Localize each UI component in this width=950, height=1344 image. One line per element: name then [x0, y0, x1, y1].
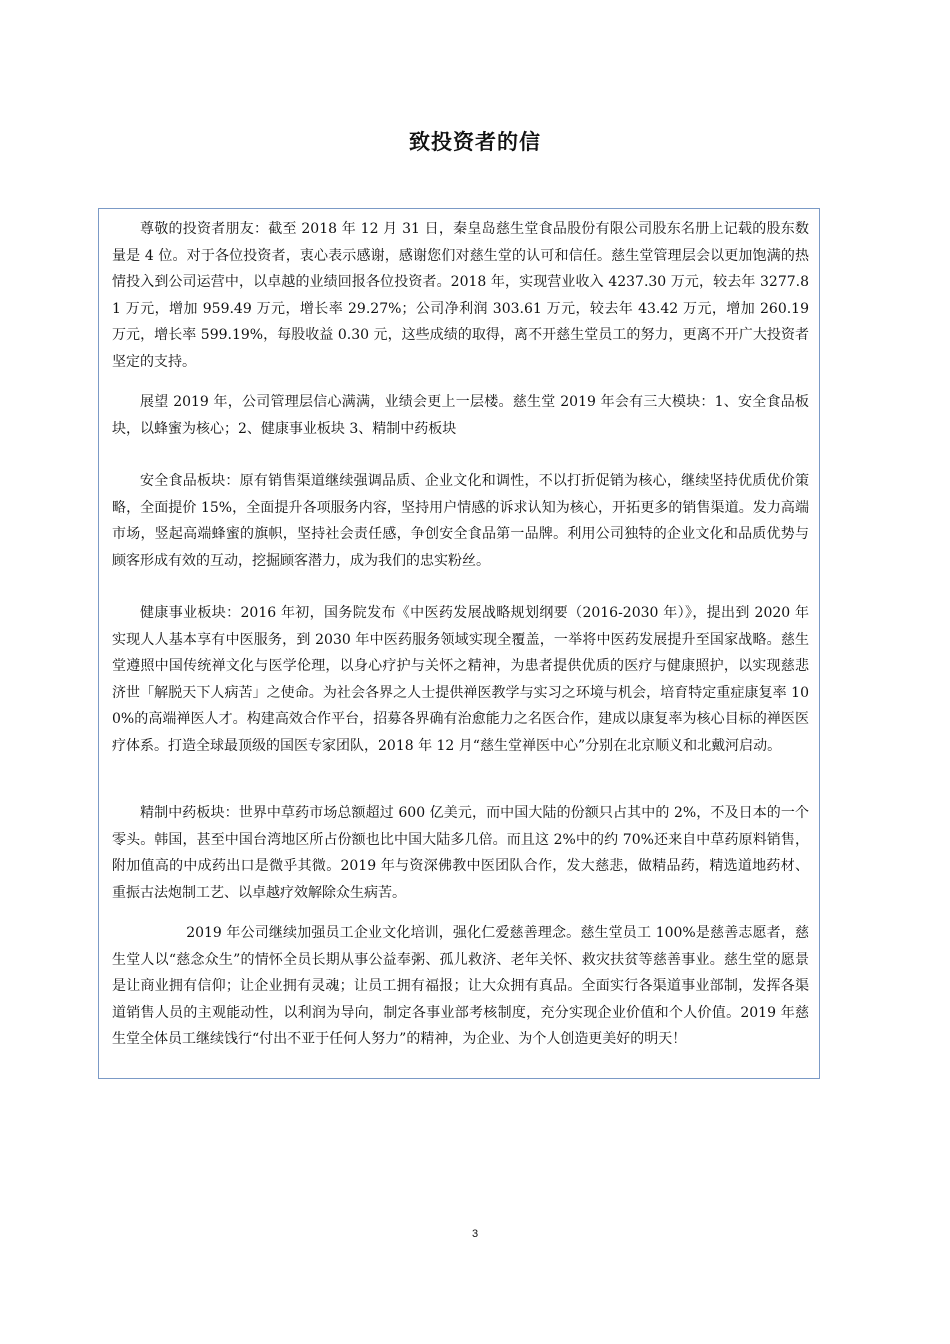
paragraph-health-segment: 健康事业板块：2016 年初，国务院发布《中医药发展战略规划纲要（2016-2030 年）》，提出到 2020 年实现人人基本享有中医服务，到 2030 年中医药服务领域实现全覆盖，一举将中医药发展提升至国家战略。慈生堂遵照中国传统禅文化与医学伦理，以身心疗护与关怀之精神，为患者提供优质的医疗与健康照护，以实现慈悲济世「解脱天下人病苦」之使命。为社会各界之人士提供禅医教学与实习之环境与机会，培育特定重症康复率 100%的高端禅医人才。构建高效合作平台，招募各界确有治愈能力之名医合作，建成以康复率为核心目标的禅医医疗体系。打造全球最顶级的国医专家团队，2018 年 12 月“慈生堂禅医中心”分别在北京顺义和北戴河启动。 [112, 605, 809, 754]
paragraph-outlook-2019: 展望 2019 年，公司管理层信心满满，业绩会更上一层楼。慈生堂 2019 年会有三大模块：1、安全食品板块，以蜂蜜为核心；2、健康事业板块 3、精制中药板块 [112, 394, 809, 437]
paragraph-safe-food-segment: 安全食品板块：原有销售渠道继续强调品质、企业文化和调性，不以打折促销为核心，继续坚持优质优价策略，全面提价 15%，全面提升各项服务内容，坚持用户情感的诉求认知为核心，开拓更多的销售渠道。发力高端市场，竖起高端蜂蜜的旗帜，坚持社会责任感，争创安全食品第一品牌。利用公司独特的企业文化和品质优势与顾客形成有效的互动，挖掘顾客潜力，成为我们的忠实粉丝。 [112, 473, 809, 569]
page-number: 3 [471, 1228, 479, 1240]
paragraph-greeting-results: 尊敬的投资者朋友：截至 2018 年 12 月 31 日，秦皇岛慈生堂食品股份有限公司股东名册上记载的股东数量是 4 位。对于各位投资者，衷心表示感谢，感谢您们对慈生堂的认可和信任。慈生堂管理层会以更加饱满的热情投入到公司运营中，以卓越的业绩回报各位投资者。2018 年，实现营业收入 4237.30 万元，较去年 3277.81 万元，增加 959.49 万元，增长率 29.27%；公司净利润 303.61 万元，较去年 43.42 万元，增加 260.19 万元，增长率 599.19%，每股收益 0.30 元，这些成绩的取得，离不开慈生堂员工的努力，更离不开广大投资者坚定的支持。 [112, 221, 809, 370]
paragraph-corporate-culture: 2019 年公司继续加强员工企业文化培训，强化仁爱慈善理念。慈生堂员工 100%是慈善志愿者，慈生堂人以“慈念众生”的情怀全员长期从事公益奉粥、孤儿救济、老年关怀、救灾扶贫等慈善事业。慈生堂的愿景是让商业拥有信仰；让企业拥有灵魂；让员工拥有福报；让大众拥有真品。全面实行各渠道事业部制，发挥各渠道销售人员的主观能动性，以利润为导向，制定各事业部考核制度，充分实现企业价值和个人价值。2019 年慈生堂全体员工继续饯行“付出不亚于任何人努力”的精神，为企业、为个人创造更美好的明天！ [112, 925, 809, 1048]
paragraph-chinese-medicine-segment: 精制中药板块：世界中草药市场总额超过 600 亿美元，而中国大陆的份额只占其中的 2%，不及日本的一个零头。韩国，甚至中国台湾地区所占份额也比中国大陆多几倍。而且这 2%中的约 70%还来自中草药原料销售，附加值高的中成药出口是微乎其微。2019 年与资深佛教中医团队合作，发大慈悲，做精品药，精选道地药材、重振古法炮制工艺、以卓越疗效解除众生病苦。 [112, 805, 809, 901]
page-title: 致投资者的信 [409, 130, 541, 154]
letter-body-box [98, 208, 820, 1079]
